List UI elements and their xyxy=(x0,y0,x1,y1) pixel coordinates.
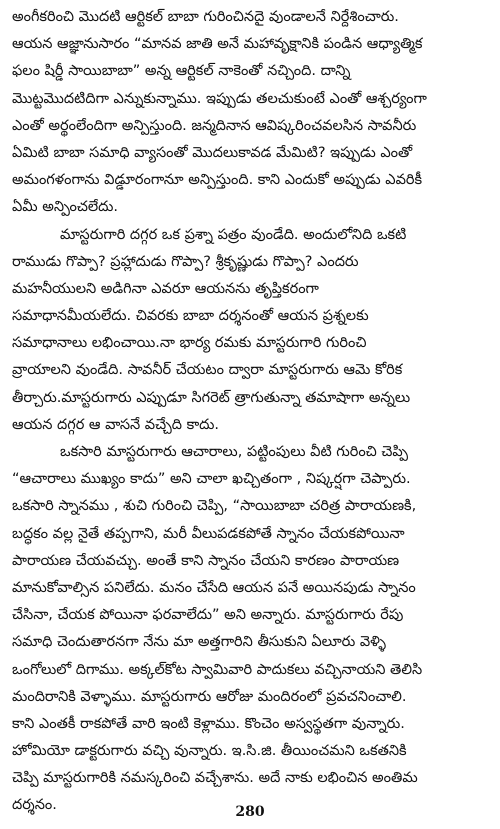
text-line: ఎంతో అర్థంలేందిగా అన్పిస్తుంది. జన్మదినాన ఆవిష్కరించవలసిన సావనీరు xyxy=(12,117,417,134)
text-line: మహనీయులని అడిగినా ఎవరూ ఆయనను తృప్తికరంగా xyxy=(12,280,319,297)
text-line: అమంగళంగాను విడ్డూరంగానూ అన్పిస్తుంది. కాని ఎందుకో అప్పుడు ఎవరికీ xyxy=(12,172,423,189)
text-line: వ్రాయాలని వుండేది. సావనీర్ చేయటం ద్వారా మాస్టరుగారు ఆమె కోరిక xyxy=(12,362,403,379)
text-line: ఏమిటి బాబా సమాధి వ్యాసంతో మొదలుకావడ మేమిటి? ఇప్పుడు ఎంతో xyxy=(12,144,413,161)
text-line: ఆయన ఆజ్ఞానుసారం “మానవ జాతి అనే మహావృక్షానికి పండిన ఆధ్యాత్మిక xyxy=(12,36,423,53)
text-line: కాని ఎంతకీ రాకపోతే వారి ఇంటి కెళ్లాము. కొంచెం అస్వస్థతగా వున్నారు. xyxy=(12,715,405,732)
text-line: మొట్టమొదటిదిగా ఎన్నుకున్నాము. ఇప్పుడు తలచుకుంటే ఎంతో ఆశ్చర్యంగా xyxy=(12,90,427,107)
text-line: హోమియో డాక్టరుగారు వచ్చి వున్నారు. ఇ.సి.జి. తీయించమని ఒకతనికి xyxy=(12,743,407,760)
text-line: పారాయణ చేయవచ్చు. అంతే కాని స్నానం చేయని కారణం పారాయణ xyxy=(12,552,400,569)
text-line: బద్ధకం వల్ల నైతే తప్పగాని, మరీ వీలుపడకపోతే స్నానం చేయకపోయినా xyxy=(12,525,405,542)
text-line: ఒంగోలులో దిగాము. అక్కల్‌కోట స్వామివారి పాదుకలు వచ్చినాయని తెలిసి xyxy=(12,661,423,678)
text-line: ఏమీ అన్పించలేదు. xyxy=(12,199,119,216)
page-number: 280 xyxy=(235,804,265,820)
text-line: సమాధానమీయలేదు. చివరకు బాబా దర్శనంతో ఆయన ప్రశ్నలకు xyxy=(12,308,369,325)
text-line: మందిరానికి వెళ్ళాము. మాస్టరుగారు ఆరోజు మందిరంలో ప్రవచనించాలి. xyxy=(12,688,407,705)
document-page xyxy=(12,4,488,820)
text-line: సమాధి చెందుతారనగా నేను మా అత్తగారిని తీసుకుని ఏలూరు వెళ్ళి xyxy=(12,634,387,651)
text-line: “ఆచారాలు ముఖ్యం కాదు” అని చాలా ఖచ్చితంగా , నిష్కర్షగా చెప్పారు. xyxy=(12,471,411,488)
text-line: మాస్టరుగారి దగ్గర ఒక ప్రశ్నా పత్రం వుండేది. అందులోనిది ఒకటి xyxy=(60,226,407,243)
text-line: తీర్చారు.మాస్టరుగారు ఎప్పుడూ సిగరెట్ త్రాగుతున్నా తమాషాగా అన్నలు xyxy=(12,389,411,406)
text-line: చేసినా, చేయక పోయినా ఫరవాలేదు” అని అన్నారు. మాస్టరుగారు రేపు xyxy=(12,607,404,624)
text-line: దర్శనం. xyxy=(12,797,57,814)
text-line: ఒకసారి మాస్టరుగారు ఆచారాలు, పట్టింపులు వీటి గురించి చెప్పి xyxy=(60,444,408,460)
text-line: రాముడు గొప్పా? ప్రహ్లాదుడు గొప్పా? శ్రీకృష్ణుడు గొప్పా? ఎందరు xyxy=(12,253,359,270)
text-line: ఒకసారి స్నానము , శుచి గురించి చెప్పి, “సాయిబాబా చరిత్ర పారాయణకి, xyxy=(12,498,417,515)
text-line: ఆయన దగ్గర ఆ వాసనే వచ్చేది కాదు. xyxy=(12,416,220,433)
text-line: మానుకోవాల్సిన పనిలేదు. మనం చేసేది ఆయన పనే అయినపుడు స్నానం xyxy=(12,579,416,596)
text-line: చెప్పి మాస్టరుగారికి నమస్కరించి వచ్చేశాను. అదే నాకు లభించిన అంతిమ xyxy=(12,770,418,787)
paragraph-2 xyxy=(12,222,488,440)
text-line: సమాధానాలు లభించాయి.నా భార్య రమకు మాస్టరుగారి గురించి xyxy=(12,335,367,352)
text-line: అంగీకరించి మొదటి ఆర్టికల్ బాబా గురించినదై వుండాలనే నిర్దేశించారు. xyxy=(12,9,399,25)
paragraph-3 xyxy=(12,439,488,820)
text-line: ఫలం షిర్డీ సాయిబాబా” అన్న ఆర్టికల్ నాకెంతో నచ్చింది. దాన్ని xyxy=(12,63,351,80)
paragraph-1 xyxy=(12,4,488,222)
